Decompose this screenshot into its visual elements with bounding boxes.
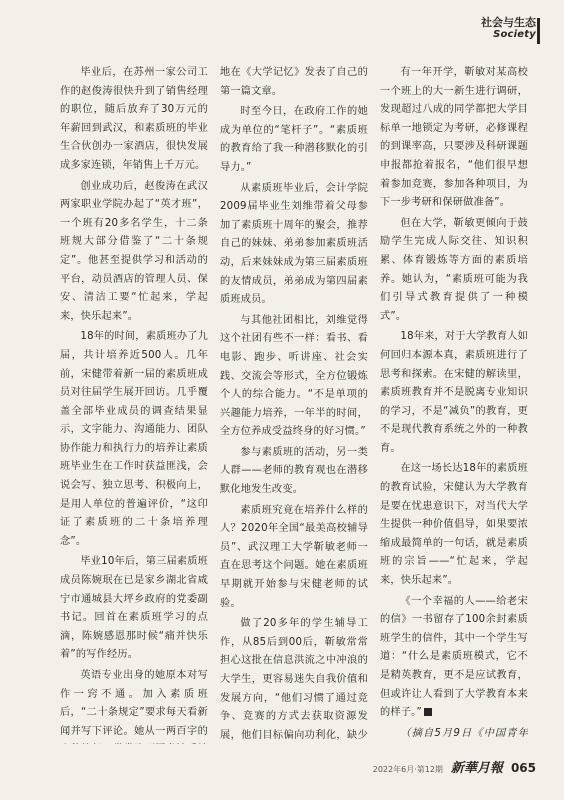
paragraph: 但在大学，靳敏更倾向于鼓励学生完成人际交往、知识积累、体育锻炼等方面的素质培养。她认为，“素质班可能为我们引导式教育提供了一种模式”。 xyxy=(380,217,528,322)
paragraph: 时至今日，在政府工作的她成为单位的“笔杆子”。“素质班的教育给了我一种潜移默化的引导力。” xyxy=(220,106,368,173)
paragraph-text: 《一个幸福的人——给老宋的信》一书留存了100余封素质班学生的信件，其中一个学生写道：“什么是素质班模式，它不是精英教育，更不是应试教育，但或许让人看到了大学教育本来的样子。” xyxy=(380,595,528,719)
magazine-logo: 新華月報 xyxy=(450,761,503,776)
column-1 xyxy=(60,64,208,744)
paragraph: 与其他社团相比，刘维觉得这个社团有些不一样：看书、看电影、跑步、听讲座、社会实践、交流会等形式，全方位锻炼个人的综合能力。“不是单项的兴趣能力培养，一年半的时间，全方位养成受益终身的好习惯。” xyxy=(220,314,368,438)
column-3 xyxy=(380,64,528,744)
paragraph: 创业成功后，赵俊涛在武汉两家职业学院办起了“英才班”，一个班有20多名学生，十二条班规大部分借鉴了“二十条规定”。他甚至提供学习和活动的平台，动员酒店的管理人员、保安、清洁工要“忙起来，学起来，快乐起来”。 xyxy=(60,180,208,322)
column-2 xyxy=(220,64,368,744)
paragraph: 毕业后，在苏州一家公司工作的赵俊涛很快升到了销售经理的职位，随后放弃了30万元的年薪回到武汉，和素质班的毕业生合伙创办一家酒店，很快发展成多家连锁，年销售上千万元。 xyxy=(60,67,208,171)
paragraph: 英语专业出身的她原本对写作一窍不通。加入素质班后，“二十条规定”要求每天看新闻并写下评论。她从一两百字的 xyxy=(60,670,208,737)
paragraph: 素质班究竟在培养什么样的人？2020年全国“最美高校辅导员”、武汉理工大学靳敏老师一直在思考这个问题。她在素质班早期就开始参与宋健老师的试验。 xyxy=(220,504,368,609)
paragraph: 从素质班毕业后，会计学院2009届毕业生刘维带着父母参加了素质班十周年的聚会，推荐自己的妹妹、弟弟参加素质班活动，后来妹妹成为第三届素质班的友情成员，弟弟成为第四届素质班成员。 xyxy=(220,182,368,306)
paragraph: 18年的时间，素质班办了九届，共计培养近500人。几年前，宋健带着新一届的素质班成员对往届学生展开回访。几乎覆盖全部毕业成员的调查结果显示，文字能力、沟通能力、团队协作能力和执行力的培养让素质班毕业生在工作时获益匪浅，会说会写、独立思考、积极向上，是用人单位的普遍评价，“这印证了素质班的二十条培养理念”。 xyxy=(60,331,208,547)
paragraph: 做了20多年的学生辅导工作，从85后到00后，靳敏常常担心这批在信息洪流之中冲浪的大学生，更容易迷失自我价值和发展方向，“他们习惯了通过竞争、竞赛的方式去获取资源发展，他们目标偏向功利化，缺少 xyxy=(220,618,368,741)
paragraph: 参与素质班的活动，另一类人群——老师的教育观也在潜移默化地发生改变。 xyxy=(220,446,368,496)
issue-label: 2022年6月·第12期 xyxy=(372,765,443,774)
page-footer xyxy=(373,757,536,776)
page-number: 065 xyxy=(510,761,536,775)
paragraph: 有一年开学，靳敏对某高校一个班上的大一新生进行调研，发现超过八成的同学都把大学目标单一地锁定为考研，必修课程的到课率高，只要涉及科研课题申报都抢着报名，“他们很早想着参加竞赛，参加各种项目，为下一步考研和保研做准备”。 xyxy=(380,67,528,209)
section-title-en: Society xyxy=(493,29,536,40)
paragraph xyxy=(380,593,528,723)
paragraph: 18年来，对于大学教育人如何回归本源本真，素质班进行了思考和探索。在宋健的解读里，素质班教育并不是脱离专业知识的学习，不是“减负”的教育，更不是现代教育系统之外的一种教育。 xyxy=(380,331,528,454)
source-note: （摘自5月9日《中国青年 xyxy=(400,727,528,739)
paragraph: 地在《大学记忆》发表了自己的第一篇文章。 xyxy=(220,67,368,97)
section-title-cn: 社会与生态 xyxy=(481,16,536,29)
paragraph: 毕业10年后，第三届素质班成员陈婉珉在已是家乡湖北省咸宁市通城县大坪乡政府的党委副书记。回首在素质班学习的点滴，陈婉感恩那时候“痛并快乐着”的写作经历。 xyxy=(60,556,208,661)
section-header xyxy=(481,16,536,41)
article-body xyxy=(60,64,528,744)
end-mark-icon xyxy=(424,708,432,716)
paragraph: 在这一场长达18年的素质班的教育试验，宋健认为大学教育是要在忧患意识下，对当代大学生提供一种价值倡导，如果要浓缩成最简单的一句话，就是素质班的宗旨——“忙起来，学起来，快乐起来”。 xyxy=(380,463,528,587)
section-marker-bar xyxy=(537,18,540,44)
